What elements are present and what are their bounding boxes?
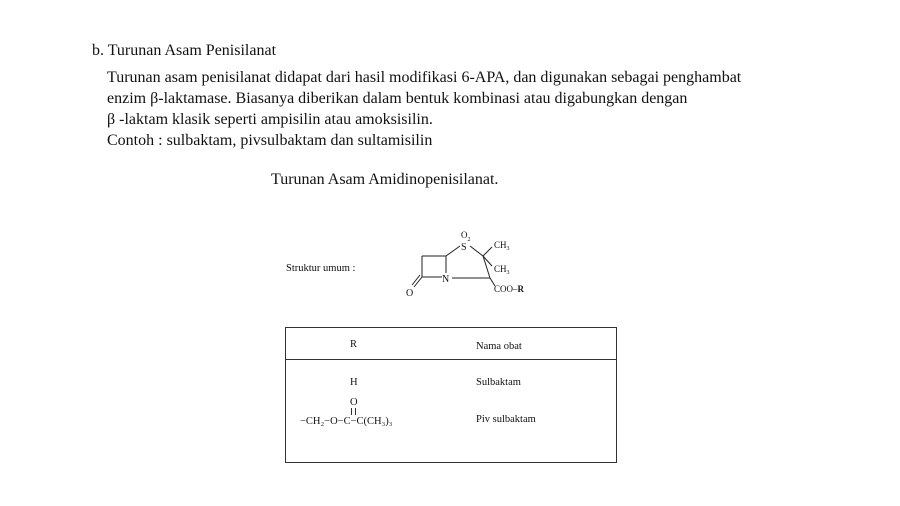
structure-label: Struktur umum : <box>286 263 356 274</box>
methyl-2-label: $CH_3$ <box>494 264 510 276</box>
section-heading: b. Turunan Asam Penisilanat <box>92 42 277 59</box>
paragraph-line-2: enzim β-laktamase. Biasanya diberikan dalam bentuk kombinasi atau digabungkan dengan <box>107 90 688 107</box>
sulfone-oxygen-label: $O_2$ <box>461 230 471 243</box>
table-row-1-r: H <box>350 377 358 388</box>
table-header-r: R <box>350 339 358 350</box>
carbonyl-oxygen-label: O <box>406 288 414 299</box>
nitrogen-label: N <box>442 274 450 285</box>
table-row-2-nama: Piv sulbaktam <box>476 414 536 425</box>
substituent-table <box>285 327 617 463</box>
methyl-1-label: $CH_3$ <box>494 240 510 252</box>
ester-label: COO–R <box>494 284 525 294</box>
table-row-1-nama: Sulbaktam <box>476 377 521 388</box>
table-header-nama-obat: Nama obat <box>476 341 522 352</box>
paragraph-line-3: β -laktam klasik seperti ampisilin atau amoksisilin. <box>107 111 433 128</box>
structure-bonds <box>412 246 495 287</box>
penicillanic-structure-diagram <box>400 222 550 302</box>
table-row-2-r: −CH₂−O−C−C(CH₃)₃ <box>300 416 393 427</box>
figure-title: Turunan Asam Amidinopenisilanat. <box>271 171 499 188</box>
table-header-divider <box>286 359 616 360</box>
double-bond-mark <box>351 408 356 415</box>
sulfur-label: S <box>461 242 467 253</box>
paragraph-line-4: Contoh : sulbaktam, pivsulbaktam dan sultamisilin <box>107 132 433 149</box>
table-row-2-carbonyl-oxygen: O <box>350 397 358 408</box>
paragraph-line-1: Turunan asam penisilanat didapat dari hasil modifikasi 6-APA, dan digunakan sebagai penghambat <box>107 69 742 86</box>
